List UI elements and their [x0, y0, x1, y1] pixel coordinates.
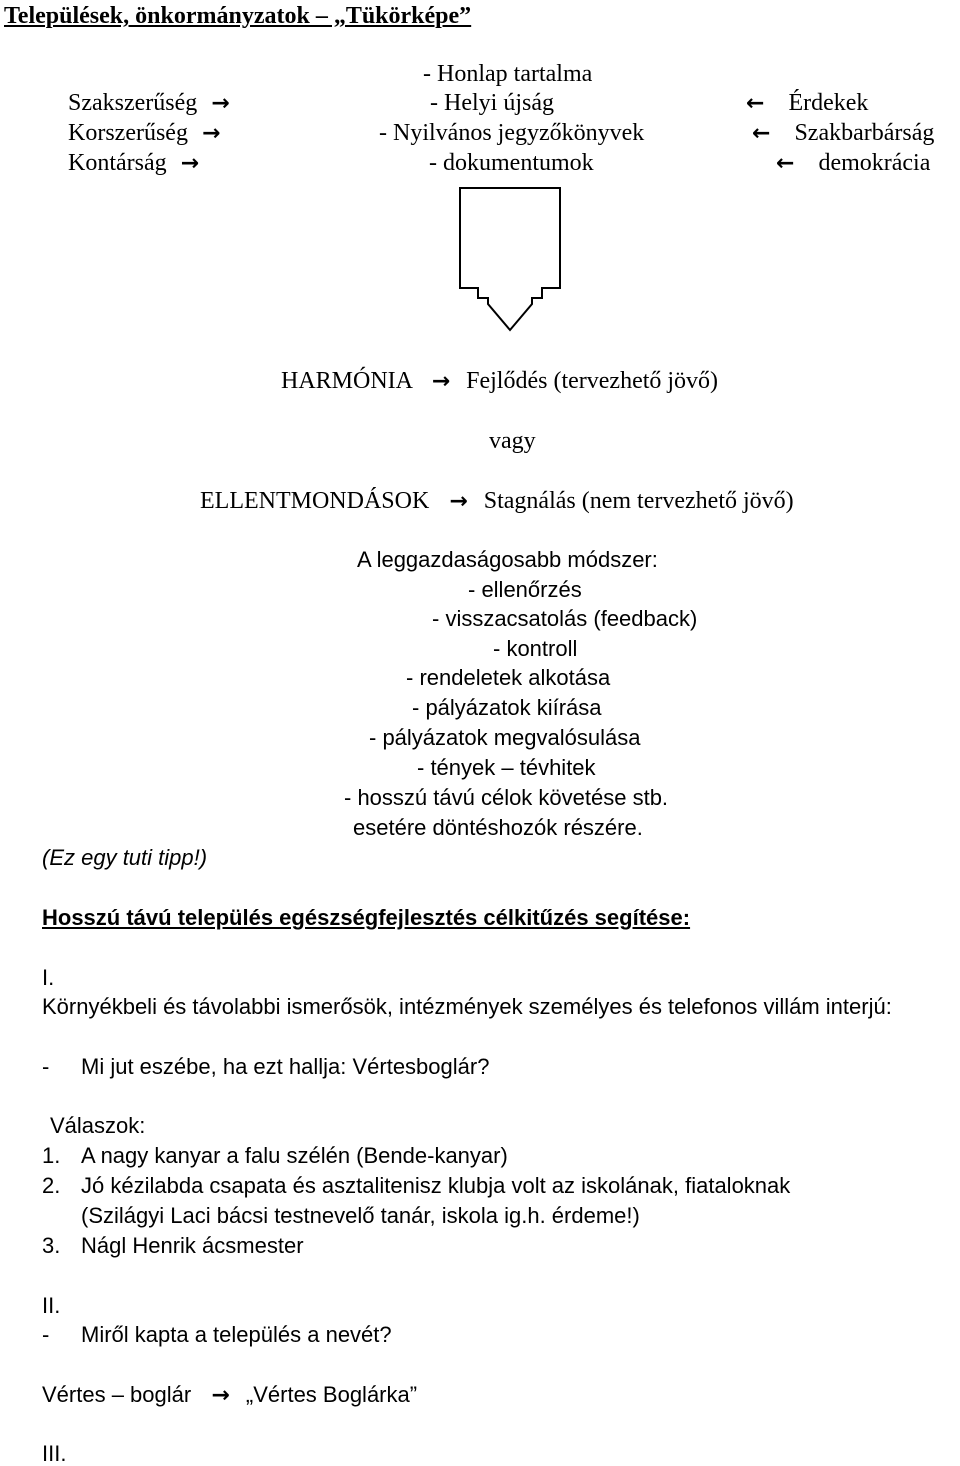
roman-three: III. [42, 1441, 67, 1466]
harmony-label: HARMÓNIA [281, 368, 412, 394]
method-item: - ellenőrzés [468, 577, 582, 602]
right-item [776, 151, 930, 175]
left-item-label: Kontárság [68, 150, 167, 176]
interview-text: Környékbeli és távolabbi ismerősök, intézmények személyes és telefonos villám interjú: [42, 994, 892, 1019]
or-label: vagy [489, 428, 536, 454]
down-arrow-icon [455, 186, 565, 334]
methods-footer: esetére döntéshozók részére. [353, 815, 643, 840]
left-item [68, 91, 230, 115]
method-item: - pályázatok kiírása [412, 695, 602, 720]
section-heading: Hosszú távú település egészségfejlesztés célkitűzés segítése: [42, 905, 691, 930]
center-item: - Helyi újság [430, 90, 554, 116]
right-item-label: Érdekek [788, 90, 869, 116]
answer-number: 3. [42, 1233, 61, 1258]
arrow-right-icon: → [180, 151, 200, 176]
arrow-right-icon: → [201, 121, 221, 146]
left-item [68, 121, 220, 145]
left-item-label: Korszerűség [68, 120, 188, 146]
method-item: - tények – tévhitek [417, 755, 596, 780]
right-item [746, 91, 868, 115]
answer-text: Nágl Henrik ácsmester [81, 1233, 304, 1258]
contradiction-line [200, 489, 794, 513]
arrow-left-icon: ← [752, 121, 771, 146]
center-item: - Honlap tartalma [423, 61, 593, 87]
roman-one: I. [42, 965, 55, 990]
answers-label: Válaszok: [50, 1113, 146, 1138]
method-item: - pályázatok megvalósulása [369, 725, 641, 750]
arrow-right-icon: → [211, 1383, 230, 1408]
method-item: - kontroll [493, 636, 578, 661]
question-text: Miről kapta a település a nevét? [81, 1322, 392, 1347]
answer-number: 2. [42, 1173, 61, 1198]
etymology-right: „Vértes Boglárka” [245, 1382, 418, 1407]
arrow-left-icon: ← [776, 151, 795, 176]
center-item: - dokumentumok [429, 150, 594, 176]
right-item-label: demokrácia [818, 150, 931, 176]
method-item: - visszacsatolás (feedback) [432, 606, 698, 631]
contradictions-label: ELLENTMONDÁSOK [200, 488, 430, 514]
answer-number: 1. [42, 1143, 61, 1168]
arrow-left-icon: ← [746, 91, 765, 116]
question-dash: - [42, 1054, 50, 1079]
right-item [752, 121, 934, 145]
page-title: Települések, önkormányzatok – „Tükörképe” [4, 3, 472, 29]
question-dash: - [42, 1322, 50, 1347]
arrow-right-icon: → [431, 369, 451, 394]
development-label: Fejlődés (tervezhető jövő) [466, 368, 719, 394]
methods-heading: A leggazdaságosabb módszer: [357, 547, 658, 572]
method-item: - hosszú távú célok követése stb. [344, 785, 669, 810]
stagnation-label: Stagnálás (nem tervezhető jövő) [483, 488, 794, 514]
arrow-right-icon: → [449, 489, 468, 514]
left-item-label: Szakszerűség [68, 90, 198, 116]
question-text: Mi jut eszébe, ha ezt hallja: Vértesboglár? [81, 1054, 490, 1079]
answer-text: (Szilágyi Laci bácsi testnevelő tanár, iskola ig.h. érdeme!) [81, 1203, 640, 1228]
etymology-line [42, 1384, 417, 1407]
tip-note: (Ez egy tuti tipp!) [42, 845, 208, 870]
etymology-left: Vértes – boglár [42, 1382, 192, 1407]
left-item [68, 151, 199, 175]
right-item-label: Szakbarbárság [794, 120, 935, 146]
method-item: - rendeletek alkotása [406, 665, 611, 690]
harmony-line [281, 369, 718, 393]
roman-two: II. [42, 1293, 61, 1318]
answer-text: Jó kézilabda csapata és asztalitenisz klubja volt az iskolának, fiataloknak [81, 1173, 791, 1198]
answer-text: A nagy kanyar a falu szélén (Bende-kanyar) [81, 1143, 508, 1168]
arrow-right-icon: → [211, 91, 230, 116]
center-item: - Nyilvános jegyzőkönyvek [379, 120, 645, 146]
